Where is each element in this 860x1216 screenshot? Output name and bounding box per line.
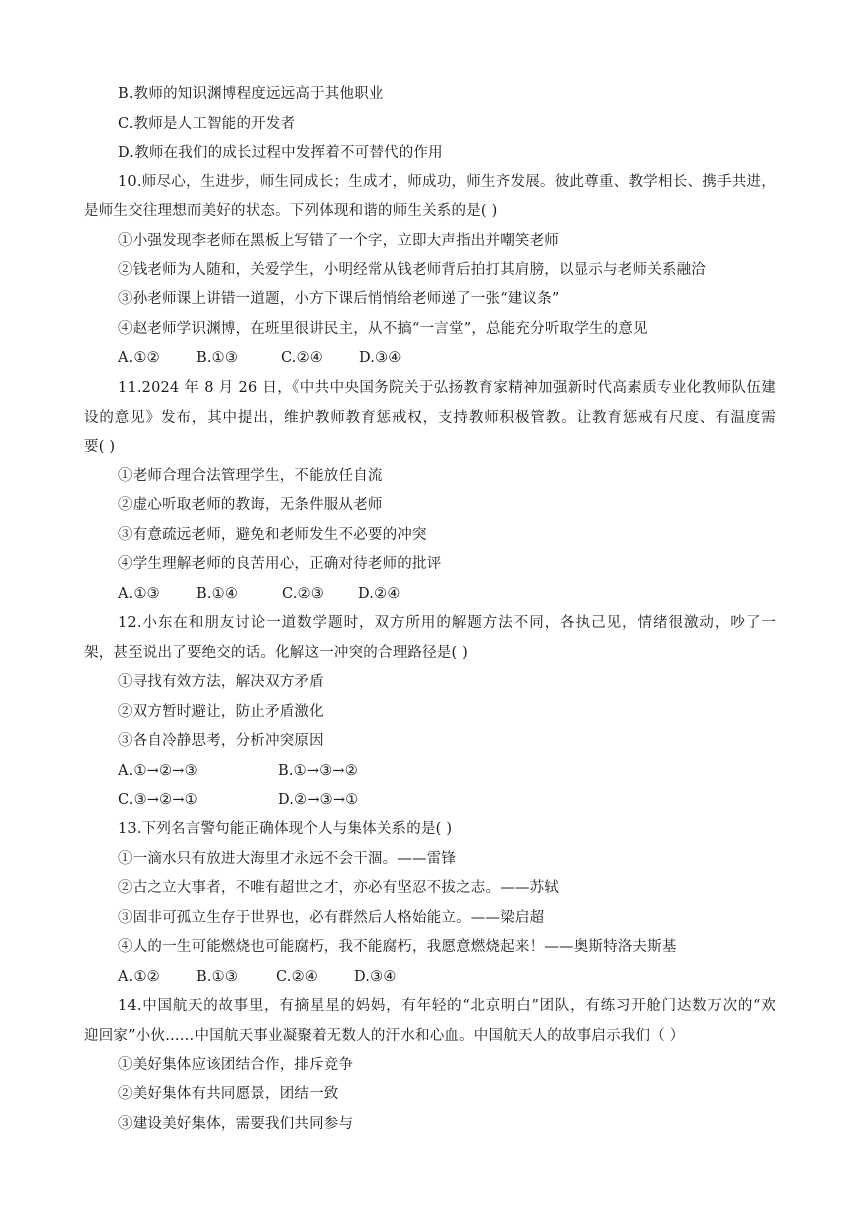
q13-choice-b: B.①③ xyxy=(196,969,239,985)
q11-item-2: ②虚心听取老师的教诲，无条件服从老师 xyxy=(118,497,383,513)
q11-stem-line-3: 要( ) xyxy=(84,439,116,455)
q12-choice-b: B.①→③→② xyxy=(278,763,358,779)
q11-stem-line-1: 11.2024 年 8 月 26 日，《中共中央国务院关于弘扬教育家精神加强新时代高素质专业化教师队伍建 xyxy=(118,380,776,396)
q10-choices xyxy=(118,348,402,368)
q14-item-2: ②美好集体有共同愿景，团结一致 xyxy=(118,1086,339,1102)
q12-choices-row-1 xyxy=(118,761,358,781)
q10-stem-line-1: 10.师尽心，生进步，师生同成长；生成才，师成功，师生齐发展。彼此尊重、教学相长、携手共进， xyxy=(118,174,776,190)
q9-option-d: D.教师在我们的成长过程中发挥着不可替代的作用 xyxy=(118,145,443,161)
q12-choice-c: C.③→②→① xyxy=(118,792,198,808)
q13-item-1: ①一滴水只有放进大海里才永远不会干涸。——雷锋 xyxy=(118,851,457,867)
q11-item-1: ①老师合理合法管理学生，不能放任自流 xyxy=(118,468,383,484)
q12-item-1: ①寻找有效方法，解决双方矛盾 xyxy=(118,674,324,690)
q12-choice-d: D.②→③→① xyxy=(278,792,359,808)
q12-item-3: ③各自冷静思考，分析冲突原因 xyxy=(118,733,324,749)
q12-choices-row-2 xyxy=(118,790,358,810)
q12-stem-line-2: 架，甚至说出了要绝交的话。化解这一冲突的合理路径是( ) xyxy=(84,645,469,661)
q10-item-1: ①小强发现李老师在黑板上写错了一个字，立即大声指出并嘲笑老师 xyxy=(118,233,559,249)
q10-item-3: ③孙老师课上讲错一道题，小方下课后悄悄给老师递了一张“建议条” xyxy=(118,291,560,307)
q10-choice-a: A.①② xyxy=(118,350,160,366)
q10-choice-c: C.②④ xyxy=(281,350,323,366)
q13-item-2: ②古之立大事者，不唯有超世之才，亦必有坚忍不拔之志。——苏轼 xyxy=(118,880,559,896)
q11-choice-c: C.②③ xyxy=(282,586,324,602)
q9-option-c: C.教师是人工智能的开发者 xyxy=(118,116,296,132)
q13-stem: 13.下列名言警句能正确体现个人与集体关系的是( ) xyxy=(118,821,453,837)
q12-stem-line-1: 12.小东在和朋友讨论一道数学题时，双方所用的解题方法不同，各执己见，情绪很激动，吵了一 xyxy=(118,615,776,631)
q11-choice-d: D.②④ xyxy=(358,586,401,602)
q11-choices xyxy=(118,584,401,604)
q12-choice-a: A.①→②→③ xyxy=(118,763,198,779)
q11-item-3: ③有意疏远老师，避免和老师发生不必要的冲突 xyxy=(118,527,427,543)
q11-choice-b: B.①④ xyxy=(196,586,239,602)
q10-stem-line-2: 是师生交往理想而美好的状态。下列体现和谐的师生关系的是( ) xyxy=(84,203,498,219)
q12-item-2: ②双方暂时避让，防止矛盾激化 xyxy=(118,704,324,720)
q13-item-4: ④人的一生可能燃烧也可能腐朽，我不能腐朽，我愿意燃烧起来！——奥斯特洛夫斯基 xyxy=(118,939,677,955)
q13-choice-a: A.①② xyxy=(118,969,160,985)
q11-choice-a: A.①③ xyxy=(118,586,160,602)
q9-option-b: B.教师的知识渊博程度远远高于其他职业 xyxy=(118,86,384,102)
q14-stem-line-2: 迎回家”小伙……中国航天事业凝聚着无数人的汗水和心血。中国航天人的故事启示我们（ ） xyxy=(84,1028,685,1044)
q13-choice-c: C.②④ xyxy=(276,969,318,985)
q11-item-4: ④学生理解老师的良苦用心，正确对待老师的批评 xyxy=(118,556,442,572)
q13-choices xyxy=(118,967,397,987)
q11-stem-line-2: 设的意见》发布，其中提出，维护教师教育惩戒权，支持教师积极管教。让教育惩戒有尺度、有温度需 xyxy=(84,410,776,426)
q10-item-2: ②钱老师为人随和，关爱学生，小明经常从钱老师背后拍打其肩膀，以显示与老师关系融洽 xyxy=(118,262,706,278)
q10-choice-b: B.①③ xyxy=(196,350,239,366)
q10-item-4: ④赵老师学识渊博，在班里很讲民主，从不搞“一言堂”，总能充分听取学生的意见 xyxy=(118,321,648,337)
q13-choice-d: D.③④ xyxy=(354,969,397,985)
q13-item-3: ③固非可孤立生存于世界也，必有群然后人格始能立。——梁启超 xyxy=(118,910,545,926)
q14-item-3: ③建设美好集体，需要我们共同参与 xyxy=(118,1116,354,1132)
q14-item-1: ①美好集体应该团结合作，排斥竞争 xyxy=(118,1057,354,1073)
q10-choice-d: D.③④ xyxy=(359,350,402,366)
q14-stem-line-1: 14.中国航天的故事里，有摘星星的妈妈，有年轻的“北京明白”团队，有练习开舱门达数万次的“欢 xyxy=(118,998,776,1014)
